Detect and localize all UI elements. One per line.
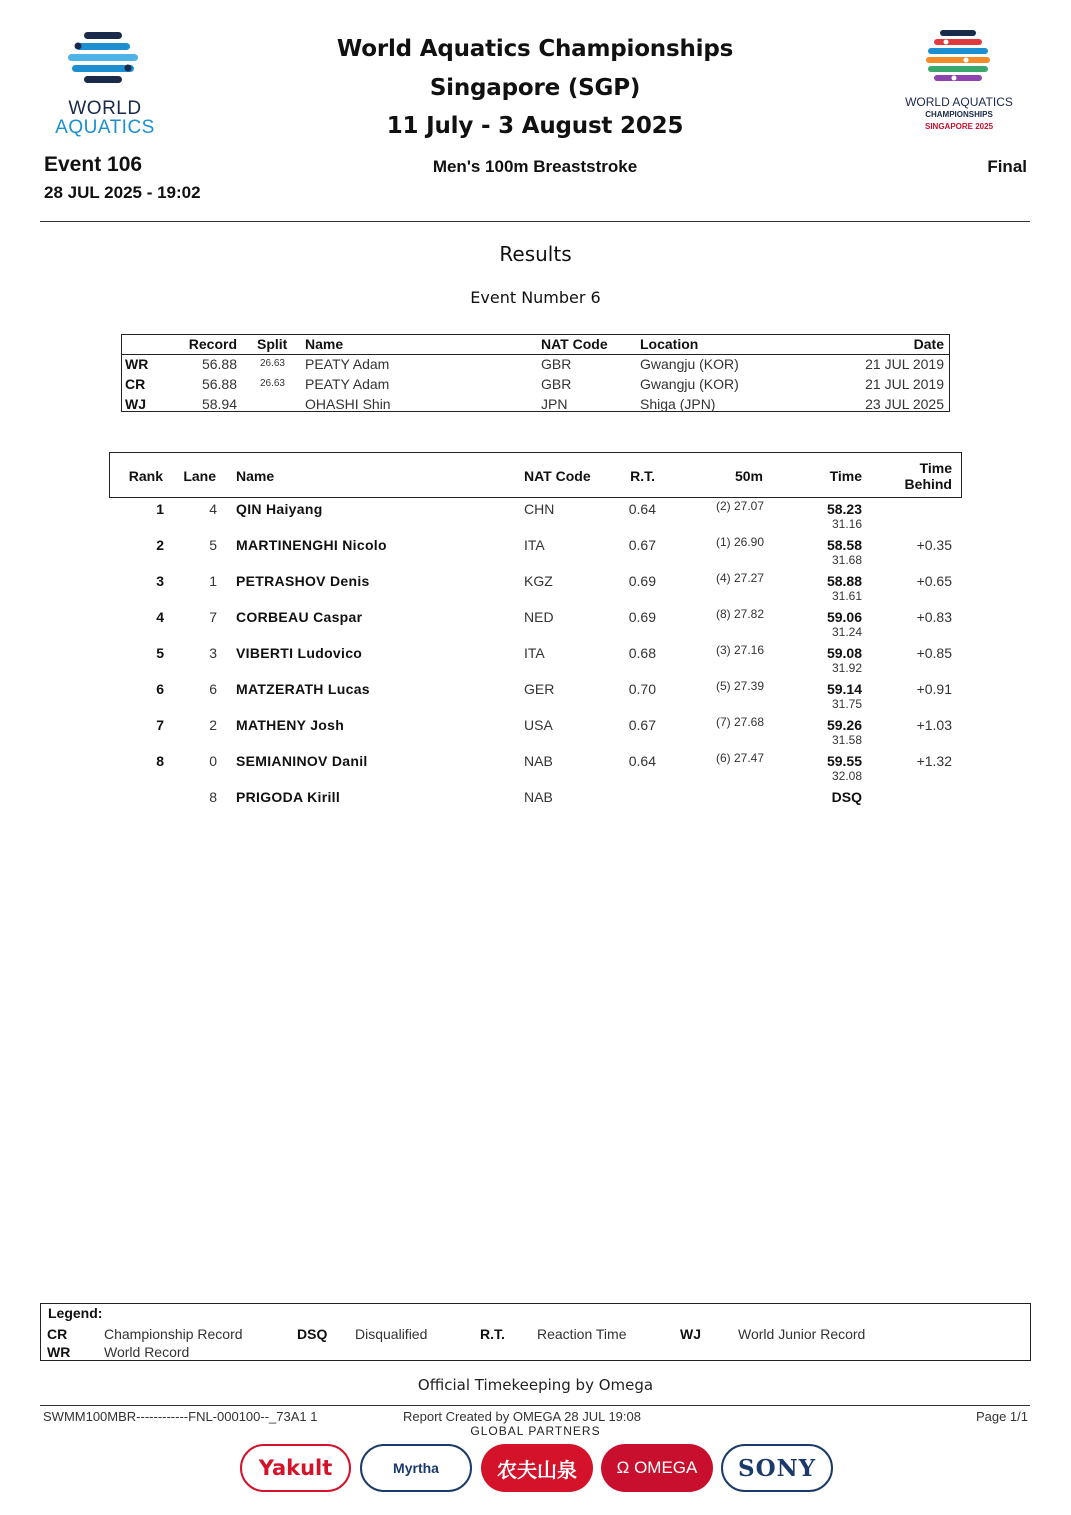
results-col-rt: R.T. bbox=[630, 468, 655, 484]
record-holder: PEATY Adam bbox=[305, 376, 390, 392]
logo-word-aquatics: AQUATICS bbox=[55, 117, 155, 138]
result-row bbox=[109, 537, 962, 573]
result-time-behind: +0.65 bbox=[916, 573, 952, 589]
result-time: DSQ bbox=[831, 789, 862, 805]
result-name: VIBERTI Ludovico bbox=[236, 645, 363, 661]
result-time-behind: +1.32 bbox=[916, 753, 952, 769]
results-col-time-behind-line2: Behind bbox=[904, 476, 952, 492]
result-rank: 4 bbox=[156, 609, 164, 625]
record-date: 21 JUL 2019 bbox=[865, 356, 944, 372]
result-rt: 0.64 bbox=[628, 753, 656, 769]
result-nat: KGZ bbox=[524, 573, 553, 589]
record-location: Gwangju (KOR) bbox=[640, 356, 739, 372]
result-rank: 7 bbox=[156, 717, 164, 733]
results-title: Results bbox=[499, 242, 572, 266]
record-split: 26.63 bbox=[259, 378, 285, 389]
results-col-50m: 50m bbox=[734, 468, 763, 484]
result-row bbox=[109, 609, 962, 645]
record-row bbox=[122, 375, 949, 395]
result-rt: 0.68 bbox=[628, 645, 656, 661]
record-date: 23 JUL 2025 bbox=[865, 396, 944, 412]
event-number-label: Event 106 bbox=[44, 153, 143, 176]
result-time-behind: +0.83 bbox=[916, 609, 952, 625]
result-nat: USA bbox=[524, 717, 553, 733]
result-name: MATZERATH Lucas bbox=[236, 681, 370, 697]
record-time: 56.88 bbox=[201, 356, 237, 372]
result-nat: ITA bbox=[524, 645, 545, 661]
legend-desc: Championship Record bbox=[104, 1326, 243, 1342]
results-col-time-behind bbox=[905, 460, 952, 492]
result-lap: 31.58 bbox=[831, 733, 862, 747]
result-time: 58.88 bbox=[826, 573, 862, 589]
championships-logo bbox=[888, 28, 1030, 138]
record-code: CR bbox=[125, 376, 146, 392]
record-row bbox=[122, 395, 949, 415]
result-nat: GER bbox=[524, 681, 555, 697]
records-col-location: Location bbox=[640, 336, 699, 352]
result-split-50m: (8) 27.82 bbox=[715, 607, 764, 621]
results-col-rank: Rank bbox=[128, 468, 163, 484]
result-time-behind: +1.03 bbox=[916, 717, 952, 733]
result-split-50m: (7) 27.68 bbox=[715, 715, 764, 729]
record-time: 56.88 bbox=[201, 376, 237, 392]
result-lane: 5 bbox=[209, 537, 217, 553]
legend-code: CR bbox=[47, 1326, 68, 1342]
result-rank: 1 bbox=[156, 501, 164, 517]
result-nat: ITA bbox=[524, 537, 545, 553]
result-rank: 8 bbox=[156, 753, 164, 769]
sponsor-myrtha-logo: Myrtha bbox=[360, 1444, 472, 1492]
record-code: WR bbox=[125, 356, 149, 372]
records-col-nat: NAT Code bbox=[541, 336, 608, 352]
event-datetime: 28 JUL 2025 - 19:02 bbox=[44, 183, 201, 202]
result-time: 59.08 bbox=[826, 645, 862, 661]
result-lane: 0 bbox=[209, 753, 217, 769]
result-lane: 3 bbox=[209, 645, 217, 661]
records-table bbox=[121, 334, 950, 412]
result-nat: NED bbox=[524, 609, 554, 625]
event-phase: Final bbox=[987, 157, 1027, 176]
results-col-time-behind-line1: Time bbox=[919, 460, 952, 476]
championship-title bbox=[300, 30, 770, 146]
result-lap: 31.24 bbox=[831, 625, 862, 639]
record-nat: JPN bbox=[541, 396, 568, 412]
result-rt: 0.67 bbox=[628, 717, 656, 733]
result-name: PRIGODA Kirill bbox=[236, 789, 341, 805]
result-lap: 31.68 bbox=[831, 553, 862, 567]
result-lap: 31.92 bbox=[831, 661, 862, 675]
result-rt: 0.67 bbox=[628, 537, 656, 553]
legend-desc: World Junior Record bbox=[738, 1326, 866, 1342]
record-holder: OHASHI Shin bbox=[305, 396, 391, 412]
result-time: 59.26 bbox=[826, 717, 862, 733]
results-col-time: Time bbox=[829, 468, 862, 484]
result-rank: 5 bbox=[156, 645, 164, 661]
result-lap: 31.75 bbox=[831, 697, 862, 711]
result-lane: 4 bbox=[209, 501, 217, 517]
result-split-50m: (1) 26.90 bbox=[715, 535, 764, 549]
world-aquatics-logo-mark bbox=[68, 32, 138, 87]
global-partners-title: GLOBAL PARTNERS bbox=[470, 1424, 601, 1438]
record-nat: GBR bbox=[541, 356, 572, 372]
record-row bbox=[122, 355, 949, 375]
legend-box bbox=[40, 1303, 1031, 1361]
title-line-3: 11 July - 3 August 2025 bbox=[386, 113, 684, 139]
result-lane: 8 bbox=[209, 789, 217, 805]
result-lap: 31.61 bbox=[831, 589, 862, 603]
result-time-behind: +0.91 bbox=[916, 681, 952, 697]
sponsor-yakult-logo: Yakult bbox=[240, 1444, 351, 1492]
legend-title: Legend: bbox=[48, 1305, 103, 1321]
result-lap: 31.16 bbox=[831, 517, 862, 531]
result-rank: 2 bbox=[156, 537, 164, 553]
result-time: 59.14 bbox=[826, 681, 862, 697]
result-time: 59.55 bbox=[826, 753, 862, 769]
result-lap: 32.08 bbox=[831, 769, 862, 783]
timekeeping-note: Official Timekeeping by Omega bbox=[417, 1376, 654, 1394]
logo-word-world-aquatics: WORLD AQUATICS bbox=[905, 95, 1013, 109]
result-split-50m: (6) 27.47 bbox=[715, 751, 764, 765]
logo-word-championships: CHAMPIONSHIPS bbox=[925, 110, 993, 119]
event-number-subtitle: Event Number 6 bbox=[470, 288, 601, 307]
sponsor-omega-logo: Ω OMEGA bbox=[601, 1444, 713, 1492]
page-number: Page 1/1 bbox=[975, 1409, 1028, 1424]
result-split-50m: (4) 27.27 bbox=[715, 571, 764, 585]
sponsor-nongfu-logo: 农夫山泉 bbox=[481, 1444, 593, 1492]
records-col-record: Record bbox=[188, 336, 237, 352]
record-location: Shiga (JPN) bbox=[640, 396, 716, 412]
report-created: Report Created by OMEGA 28 JUL 19:08 bbox=[403, 1409, 641, 1424]
legend-code: R.T. bbox=[480, 1326, 505, 1342]
result-lane: 6 bbox=[209, 681, 217, 697]
result-row bbox=[109, 717, 962, 753]
result-rt: 0.69 bbox=[628, 609, 656, 625]
result-split-50m: (5) 27.39 bbox=[715, 679, 764, 693]
records-header-row bbox=[122, 335, 949, 355]
title-line-2: Singapore (SGP) bbox=[429, 74, 641, 101]
result-time: 58.58 bbox=[826, 537, 862, 553]
result-name: SEMIANINOV Danil bbox=[236, 753, 368, 769]
result-time-behind: +0.35 bbox=[916, 537, 952, 553]
record-date: 21 JUL 2019 bbox=[865, 376, 944, 392]
legend-desc: Reaction Time bbox=[537, 1326, 627, 1342]
logo-word-singapore: SINGAPORE 2025 bbox=[924, 122, 994, 131]
result-time: 58.23 bbox=[826, 501, 862, 517]
records-col-name: Name bbox=[305, 336, 344, 352]
record-split: 26.63 bbox=[259, 358, 285, 369]
result-nat: NAB bbox=[524, 753, 553, 769]
result-name: CORBEAU Caspar bbox=[236, 609, 363, 625]
result-row bbox=[109, 789, 962, 825]
result-lane: 1 bbox=[209, 573, 217, 589]
result-name: MARTINENGHI Nicolo bbox=[236, 537, 387, 553]
records-col-date: Date bbox=[913, 336, 944, 352]
result-row bbox=[109, 501, 962, 537]
championships-logo-mark bbox=[926, 30, 990, 88]
result-rank: 3 bbox=[156, 573, 164, 589]
result-nat: NAB bbox=[524, 789, 553, 805]
results-col-nat: NAT Code bbox=[524, 468, 591, 484]
legend-desc: World Record bbox=[104, 1344, 190, 1360]
record-code: WJ bbox=[125, 396, 146, 412]
record-holder: PEATY Adam bbox=[305, 356, 390, 372]
record-location: Gwangju (KOR) bbox=[640, 376, 739, 392]
result-lane: 2 bbox=[209, 717, 217, 733]
title-line-1: World Aquatics Championships bbox=[336, 36, 734, 62]
result-rt: 0.69 bbox=[628, 573, 656, 589]
report-code: SWMM100MBR------------FNL-000100--_73A1 1 bbox=[43, 1409, 318, 1424]
result-split-50m: (2) 27.07 bbox=[715, 499, 764, 513]
records-col-split: Split bbox=[257, 336, 288, 352]
results-col-name: Name bbox=[236, 468, 275, 484]
result-rank: 6 bbox=[156, 681, 164, 697]
logo-word-world: WORLD bbox=[68, 98, 142, 119]
legend-code: WJ bbox=[680, 1326, 701, 1342]
legend-desc: Disqualified bbox=[355, 1326, 428, 1342]
result-row bbox=[109, 645, 962, 681]
result-name: MATHENY Josh bbox=[236, 717, 345, 733]
result-row bbox=[109, 753, 962, 789]
header-divider bbox=[40, 221, 1030, 222]
result-row bbox=[109, 681, 962, 717]
results-col-lane: Lane bbox=[183, 468, 216, 484]
result-time-behind: +0.85 bbox=[916, 645, 952, 661]
event-name: Men's 100m Breaststroke bbox=[432, 157, 638, 176]
result-name: PETRASHOV Denis bbox=[236, 573, 370, 589]
result-time: 59.06 bbox=[826, 609, 862, 625]
result-rt: 0.70 bbox=[628, 681, 656, 697]
record-nat: GBR bbox=[541, 376, 572, 392]
footer-divider bbox=[40, 1405, 1030, 1406]
legend-code: WR bbox=[47, 1344, 71, 1360]
world-aquatics-logo bbox=[40, 28, 170, 138]
result-rt: 0.64 bbox=[628, 501, 656, 517]
sponsor-sony-logo: SONY bbox=[721, 1444, 833, 1492]
record-time: 58.94 bbox=[201, 396, 237, 412]
result-split-50m: (3) 27.16 bbox=[715, 643, 764, 657]
result-lane: 7 bbox=[209, 609, 217, 625]
results-header-row bbox=[109, 452, 962, 498]
result-row bbox=[109, 573, 962, 609]
legend-code: DSQ bbox=[297, 1326, 328, 1342]
result-name: QIN Haiyang bbox=[236, 501, 323, 517]
result-nat: CHN bbox=[524, 501, 555, 517]
